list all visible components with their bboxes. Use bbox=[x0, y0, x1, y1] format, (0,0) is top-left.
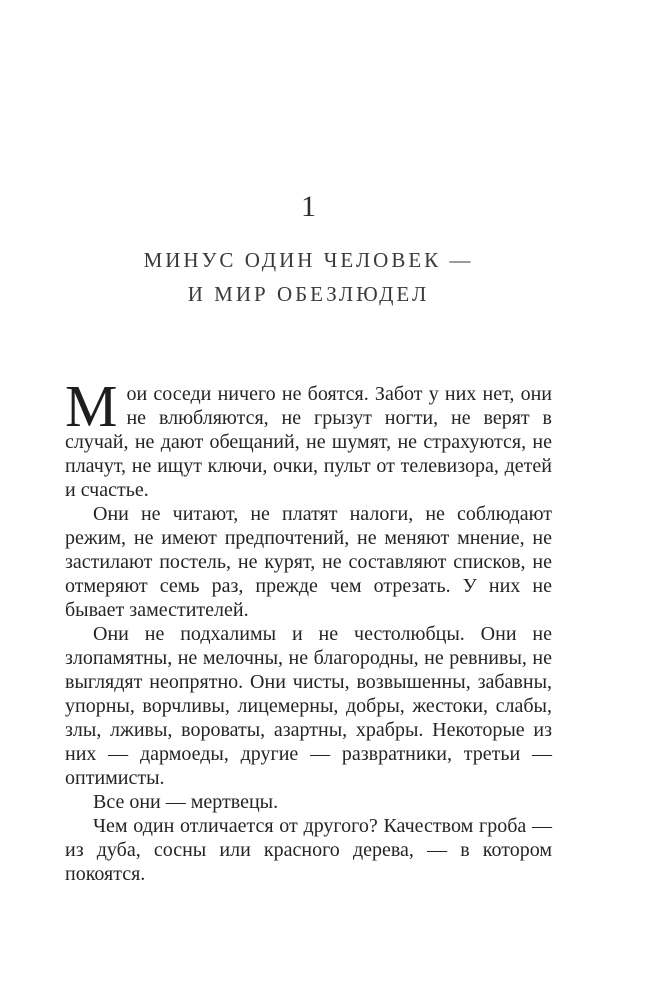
drop-cap: М bbox=[65, 373, 118, 439]
paragraph: Они не читают, не платят налоги, не соблюдают режим, не имеют предпочтений, не меняют мнение, не застилают постель, не курят, не составляют списков, не отмеряют семь раз, прежде чем отрезать. У них не бывает заместителей. bbox=[65, 503, 552, 621]
paragraph-text: ои соседи ничего не боятся. Забот у них нет, они не влюбляются, не грызут ногти, не верят в случай, не дают обещаний, не шумят, не страхуются, не плачут, не ищут ключи, очки, пульт от телевизора, детей и счастье. bbox=[65, 383, 552, 501]
body-text bbox=[65, 373, 552, 886]
chapter-number: 1 bbox=[301, 190, 316, 223]
page-content bbox=[65, 0, 552, 886]
chapter-title-line-1: МИНУС ОДИН ЧЕЛОВЕК — bbox=[143, 248, 474, 272]
chapter-title-line-2: И МИР ОБЕЗЛЮДЕЛ bbox=[187, 282, 430, 306]
paragraph: Все они — мертвецы. bbox=[93, 791, 279, 813]
paragraph: Они не подхалимы и не честолюбцы. Они не злопамятны, не мелочны, не благородны, не ревнивы, не выглядят неопрятно. Они чисты, возвышенны, забавны, упорны, ворчливы, лицемерны, добры, жестоки, слабы, злы, лживы, вороваты, азартны, храбры. Некоторые из них — дармоеды, другие — развратники, третьи — оптимисты. bbox=[65, 623, 552, 789]
paragraph bbox=[65, 373, 552, 502]
paragraph: Чем один отличается от другого? Качеством гроба — из дуба, сосны или красного дерева, — в котором покоятся. bbox=[65, 815, 552, 885]
chapter-title bbox=[65, 243, 552, 311]
